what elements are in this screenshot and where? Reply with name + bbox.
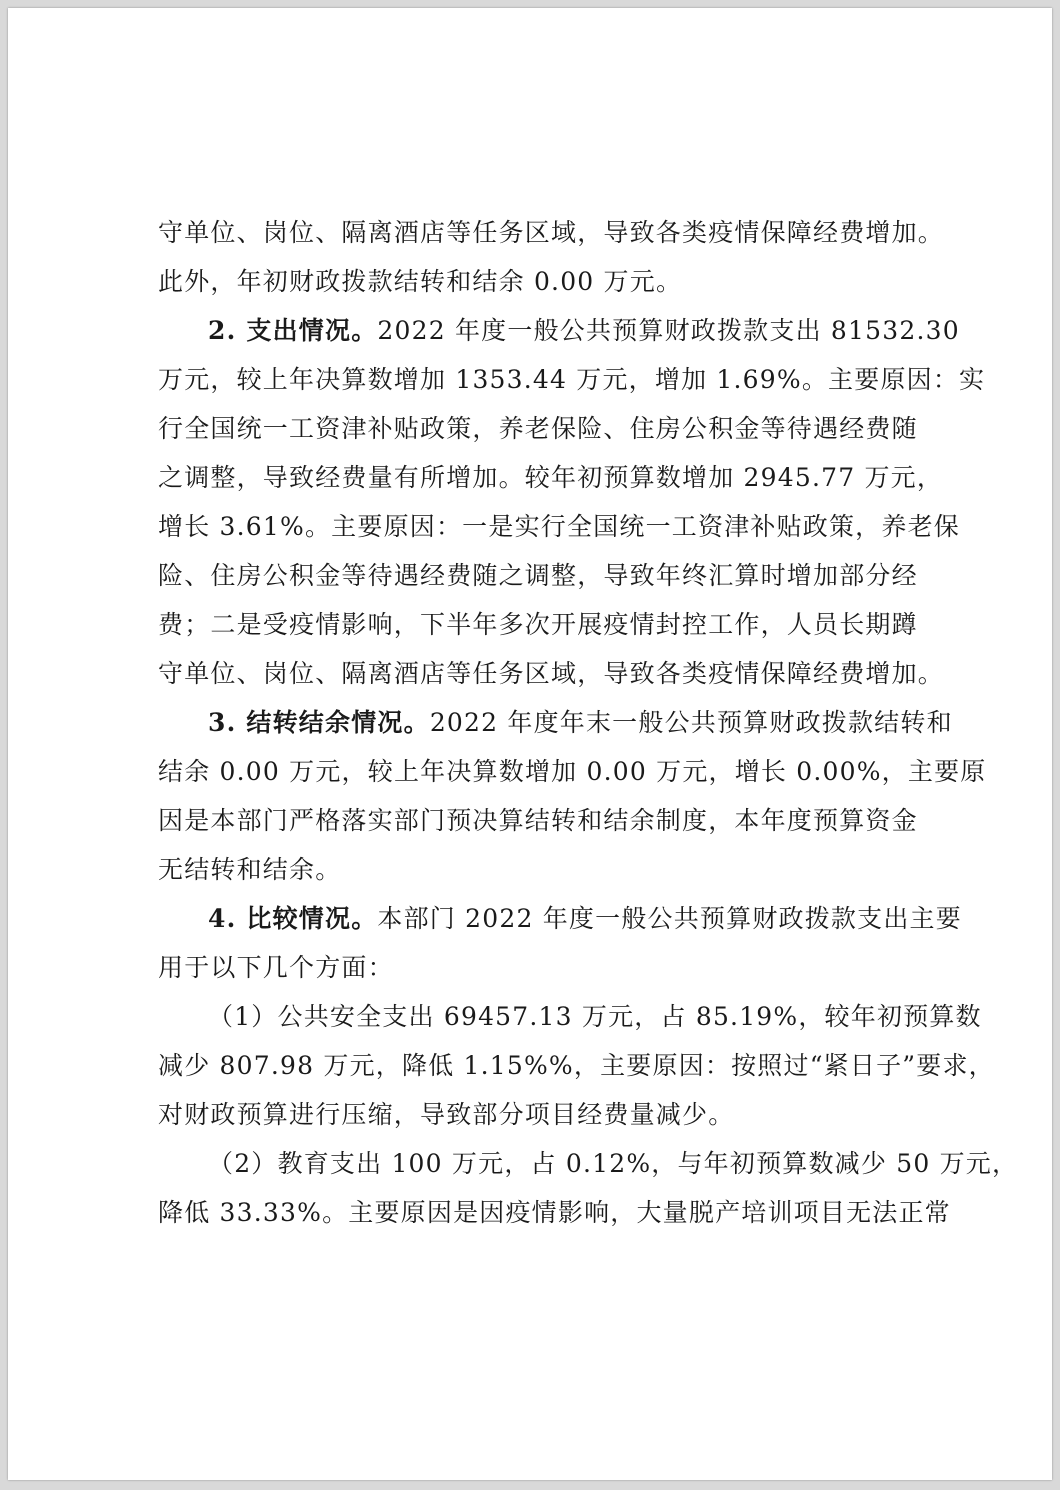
text-line: 守单位、岗位、隔离酒店等任务区域，导致各类疫情保障经费增加。 xyxy=(158,659,945,688)
section-heading-comparison: 4. 比较情况。 xyxy=(208,904,378,933)
section-heading-expenditure: 2. 支出情况。 xyxy=(208,316,378,345)
text-fragment: 2022 年度一般公共预算财政拨款支出 81532.30 xyxy=(377,316,960,345)
text-line: 之调整，导致经费量有所增加。较年初预算数增加 2945.77 万元， xyxy=(158,463,944,492)
document-page xyxy=(8,8,1052,1480)
text-fragment: 2022 年度年末一般公共预算财政拨款结转和 xyxy=(429,708,953,737)
text-line xyxy=(158,306,960,355)
text-line: 行全国统一工资津补贴政策，养老保险、住房公积金等待遇经费随 xyxy=(158,414,918,443)
paragraph-comparison xyxy=(158,894,962,992)
section-heading-carryover: 3. 结转结余情况。 xyxy=(208,708,430,737)
text-line: 险、住房公积金等待遇经费随之调整，导致年终汇算时增加部分经 xyxy=(158,561,918,590)
paragraph-carryover xyxy=(158,698,987,894)
text-line xyxy=(158,894,962,943)
text-line: 此外，年初财政拨款结转和结余 0.00 万元。 xyxy=(158,267,683,296)
text-line: 减少 807.98 万元，降低 1.15%%，主要原因：按照过“紧日子”要求， xyxy=(158,1051,995,1080)
text-line xyxy=(158,698,953,747)
text-line: 守单位、岗位、隔离酒店等任务区域，导致各类疫情保障经费增加。 xyxy=(158,218,945,247)
text-line: 用于以下几个方面： xyxy=(158,953,394,982)
paragraph-public-security xyxy=(158,992,995,1139)
text-line: （1）公共安全支出 69457.13 万元，占 85.19%，较年初预算数 xyxy=(208,1002,982,1031)
text-line: 因是本部门严格落实部门预决算结转和结余制度，本年度预算资金 xyxy=(158,806,918,835)
text-line: 对财政预算进行压缩，导致部分项目经费量减少。 xyxy=(158,1100,735,1129)
paragraph-education xyxy=(158,1139,1019,1237)
text-fragment: 本部门 2022 年度一般公共预算财政拨款支出主要 xyxy=(377,904,962,933)
document-body xyxy=(158,208,1019,1237)
paragraph-expenditure xyxy=(158,306,986,698)
text-line: （2）教育支出 100 万元，占 0.12%，与年初预算数减少 50 万元， xyxy=(208,1149,1019,1178)
text-line: 结余 0.00 万元，较上年决算数增加 0.00 万元，增长 0.00%，主要原 xyxy=(158,757,987,786)
text-line: 增长 3.61%。主要原因：一是实行全国统一工资津补贴政策，养老保 xyxy=(158,512,960,541)
text-line: 降低 33.33%。主要原因是因疫情影响，大量脱产培训项目无法正常 xyxy=(158,1198,951,1227)
text-line: 无结转和结余。 xyxy=(158,855,342,884)
text-line: 费；二是受疫情影响，下半年多次开展疫情封控工作，人员长期蹲 xyxy=(158,610,918,639)
text-line: 万元，较上年决算数增加 1353.44 万元，增加 1.69%。主要原因：实 xyxy=(158,365,986,394)
paragraph-continued xyxy=(158,208,945,306)
